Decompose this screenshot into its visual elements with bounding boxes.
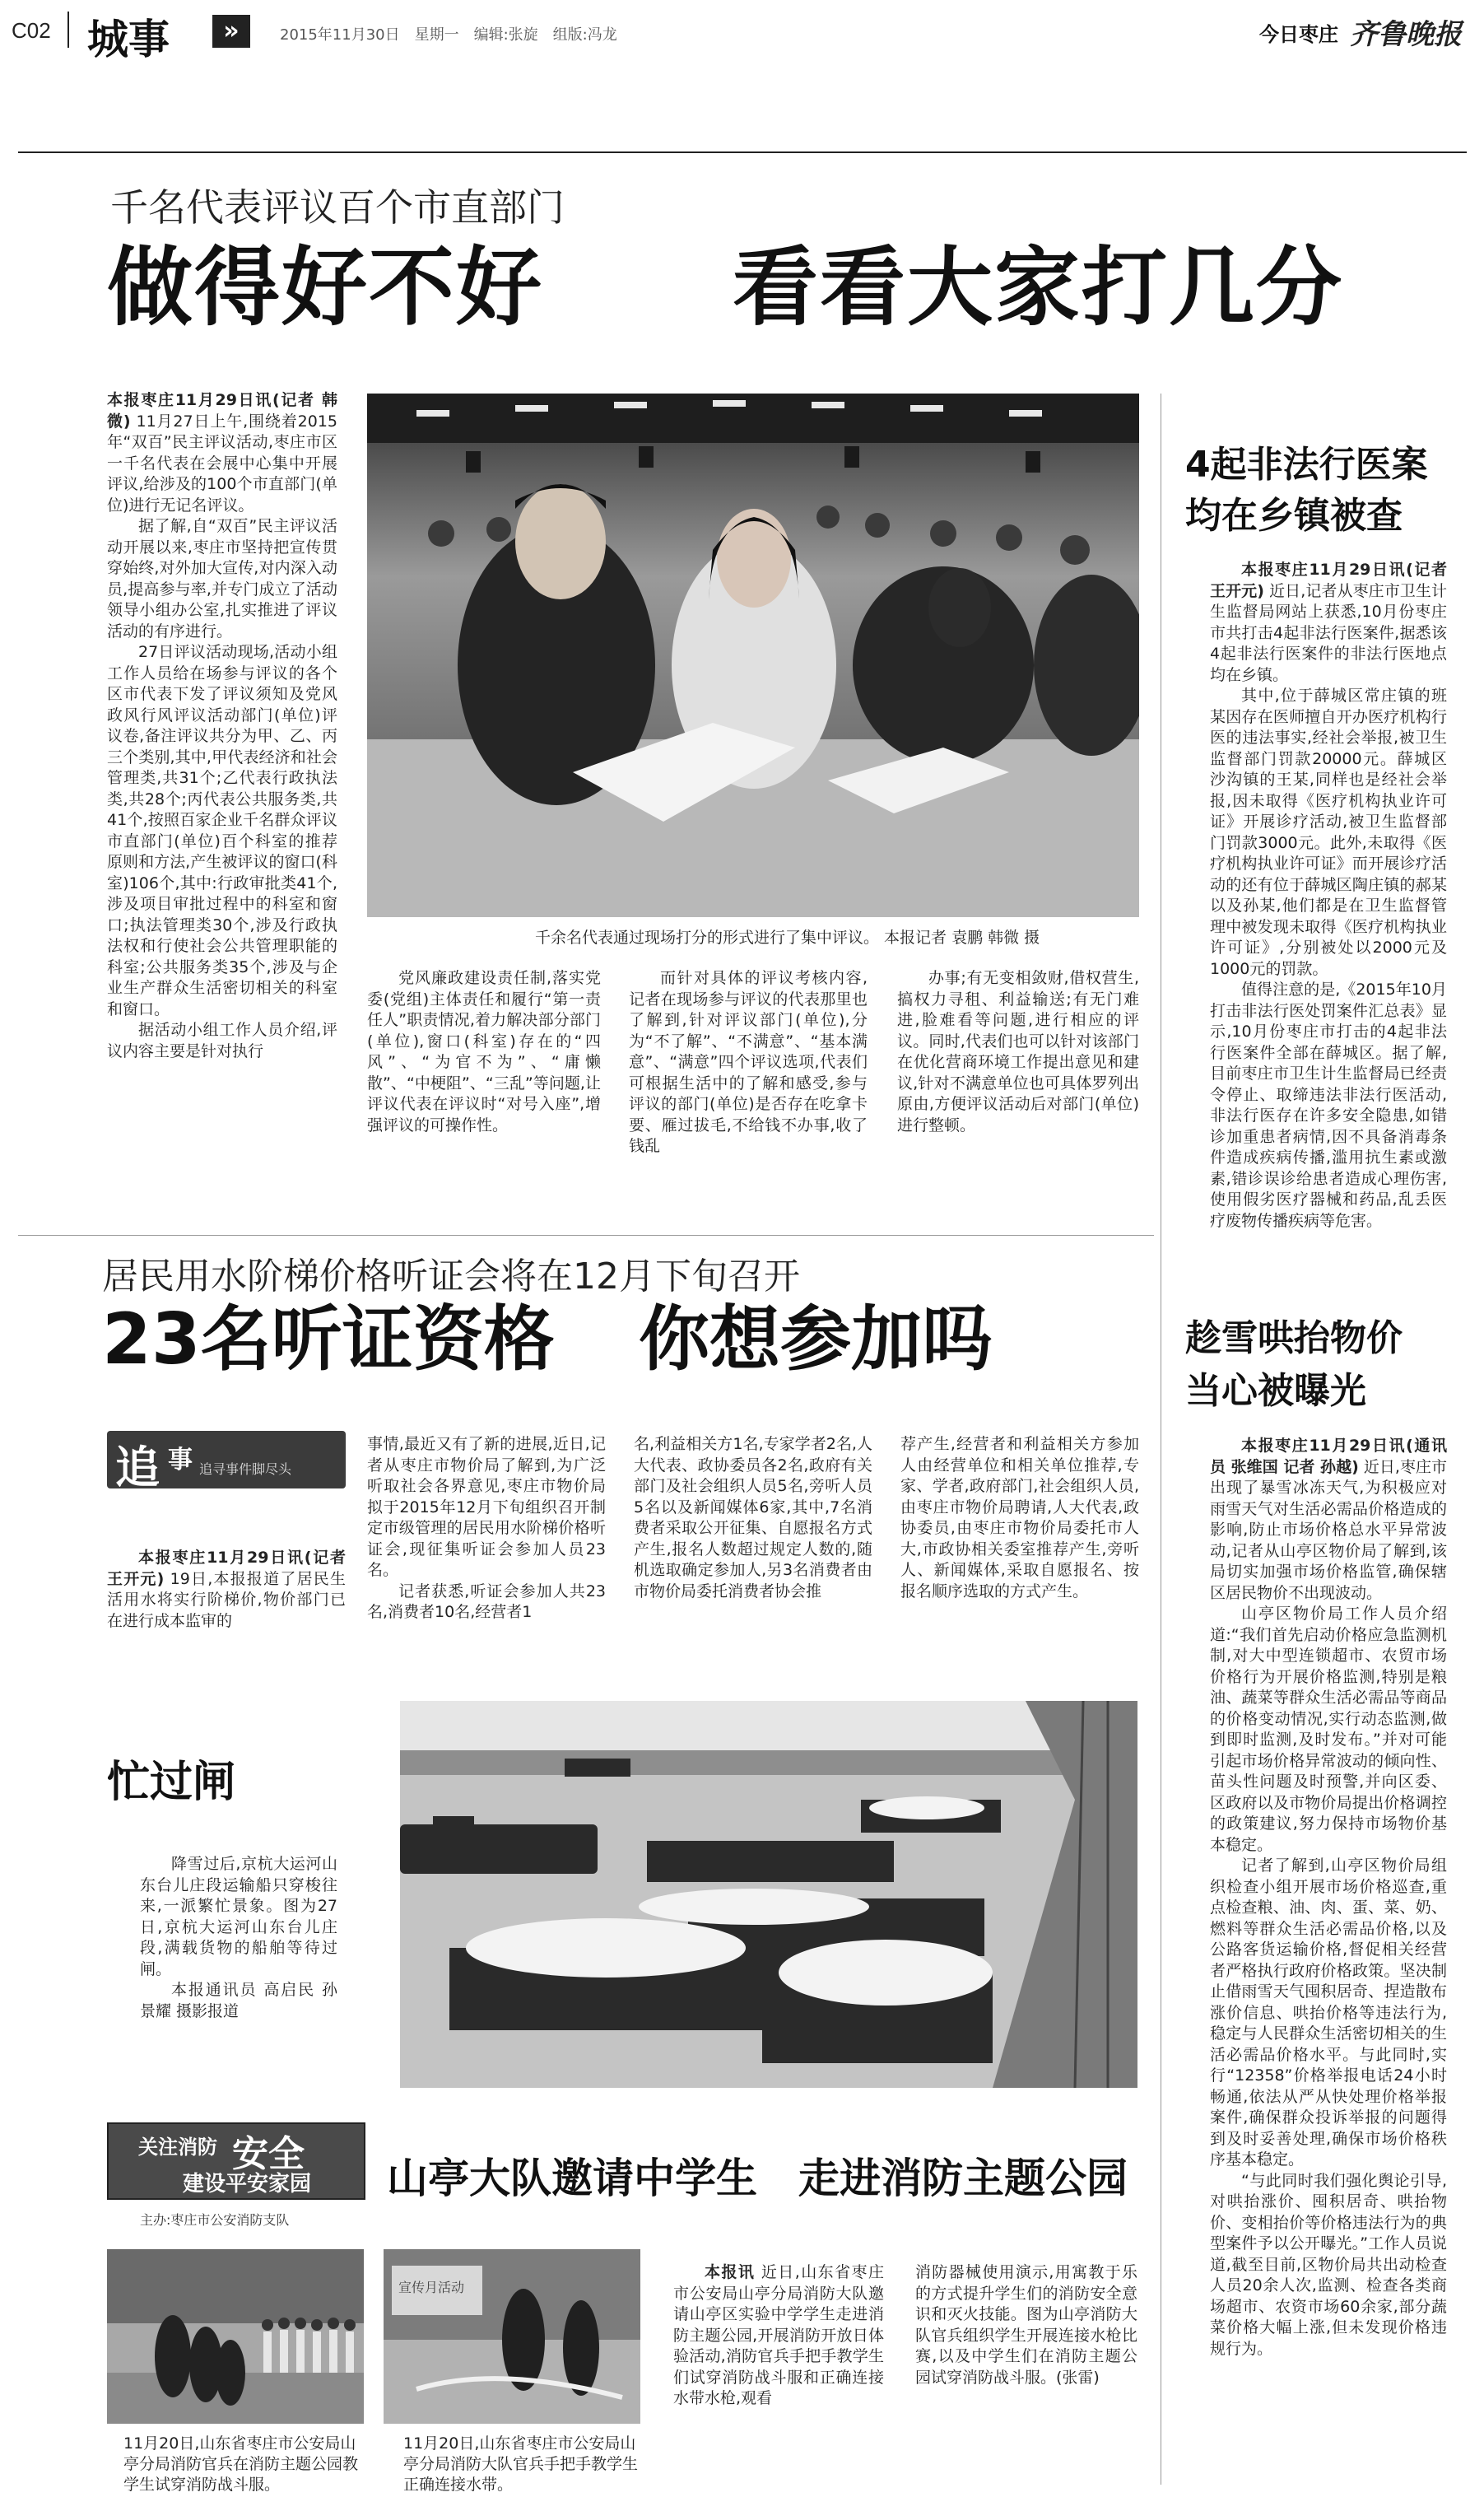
fire-photo-1 <box>107 2249 364 2424</box>
story1-paragraph: 27日评议活动现场,活动小组工作人员给在场参与评议的各个区市代表下发了评议须知及党风政风行风评议活动部门(单位)评议卷,备注评议共分为甲、乙、丙三个类别,其中,甲代表经济和社会管理类,共31个;乙代表行政执法类,共28个;丙代表公共服务类,共41个,按照百家企业千名群众评议市直部门(单位)百个科室的推荐原则和方法,产生被评议的窗口(科室)106个,其中:行政审批类41个,涉及项目审批过程中的科室和窗口;执法管理类30个,涉及行政执法权和行使社会公共管理职能的科室;公共服务类35个,涉及与企业生产群众生活密切相关的科室和窗口。 <box>107 643 337 1018</box>
story1-column-3 <box>629 968 868 1158</box>
story2-paragraph: 19日,本报报道了居民生活用水将实行阶梯价,物价部门已在进行成本监审的 <box>107 1569 347 1630</box>
story5-paragraph: “与此同时我们强化舆论引导,对哄抬涨价、囤积居奇、哄抬物价、变相抬价等价格违法行为的典型案件予以公开曝光。”工作人员说道,截至目前,区物价局共出动检查人员20余人次,监测、检查各类商场超市、农资市场60余家,部分蔬菜价格大幅上涨,但未发现价格违规行为。 <box>1210 2171 1447 2358</box>
story1-meeting-photo <box>367 394 1139 917</box>
fire-banner-sub: 建设平安家园 <box>183 2172 312 2197</box>
section-chevron-icon: » <box>212 15 250 48</box>
story1-column-4 <box>897 968 1139 1136</box>
story1-headline-b: 看看大家打几分 <box>733 237 1344 338</box>
page-code: C02 <box>12 18 51 43</box>
story4-headline <box>1185 440 1428 542</box>
header-divider <box>67 12 69 48</box>
fire-photo-1-caption: 11月20日,山东省枣庄市公安局山亭分局消防官兵在消防主题公园教学生试穿消防战斗服。 <box>123 2434 359 2494</box>
fire-banner-small: 关注消防 <box>138 2136 217 2159</box>
story3-credit: 本报通讯员 高启民 孙景耀 摄影报道 <box>140 1981 337 2020</box>
story2-kicker: 居民用水阶梯价格听证会将在12月下旬召开 <box>102 1256 800 1297</box>
story4-headline-line: 4起非法行医案 <box>1185 444 1428 486</box>
story6-column-2 <box>915 2262 1137 2388</box>
story2-top-rule <box>18 1235 1154 1236</box>
story6-headline: 山亭大队邀请中学生 走进消防主题公园 <box>387 2155 1128 2202</box>
story3-paragraph: 降雪过后,京杭大运河山东台儿庄段运输船只穿梭往来,一派繁忙景象。图为27日,京杭大运河山东台儿庄段,满载货物的船舶等待过闸。 <box>140 1855 337 1978</box>
story2-follow-tag <box>107 1431 346 1493</box>
story1-headline-a: 做得好不好 <box>107 237 544 338</box>
story1-paragraph: 据了解,自“双百”民主评议活动开展以来,枣庄市坚持把宣传贯穿始终,对外加大宣传,对内深入动员,提高参与率,并专门成立了活动领导小组办公室,扎实推进了评议活动的有序进行。 <box>107 517 337 641</box>
follow-tag-mid: 事 <box>168 1446 193 1474</box>
story5-dateline: 本报枣庄11月29日讯(通讯员 张维国 记者 孙越) <box>1210 1437 1447 1476</box>
story5-headline <box>1185 1312 1403 1418</box>
follow-tag-big: 追 <box>115 1441 160 1493</box>
edition-label: 今日枣庄 <box>1259 23 1338 46</box>
story3-body <box>140 1854 337 2022</box>
canal-ships-photo <box>400 1701 1137 2088</box>
story2-column-3 <box>634 1434 872 1602</box>
story1-paragraph: 党风廉政建设责任制,落实党委(党组)主体责任和履行“第一责任人”职责情况,着力解决部分部门(单位),窗口(科室)存在的“四风”、“为官不为”、“庸懒散”、“中梗阻”、“三乱”等问题,让评议代表在评议时“对号入座”,增强评议的可操作性。 <box>367 969 601 1134</box>
story1-paragraph: 据活动小组工作人员介绍,评议内容主要是针对执行 <box>107 1021 337 1060</box>
story2-dateline: 本报枣庄11月29日讯(记者 王开元) <box>107 1549 346 1588</box>
fire-photo-2-sign: 宣传月活动 <box>398 2280 465 2295</box>
story4-headline-line: 均在乡镇被查 <box>1185 495 1403 537</box>
header-rule <box>18 151 1467 153</box>
header-meta: 2015年11月30日 星期一 编辑:张旋 组版:冯龙 <box>280 26 617 44</box>
story2-headline-a: 23名听证资格 <box>102 1298 555 1381</box>
story6-paragraph: 消防器械使用演示,用寓教于乐的方式提升学生们的消防安全意识和灭火技能。图为山亭消防大队官兵组织学生开展连接水枪比赛,以及中学生们在消防主题公园试穿消防战斗服。 <box>915 2263 1137 2387</box>
story5-headline-line: 当心被曝光 <box>1185 1370 1366 1412</box>
story1-column-1 <box>107 390 337 1062</box>
fire-banner-big: 安全 <box>232 2133 305 2175</box>
story5-paragraph: 记者了解到,山亭区物价局组织检查小组开展市场价格巡查,重点检查粮、油、肉、蛋、菜、奶、燃料等群众生活必需品价格,以及公路客货运输价格,督促相关经营者严格执行政府价格政策。坚决制止借雨雪天气囤积居奇、捏造散布涨价信息、哄抬价格等违法行为,稳定与人民群众生活密切相关的生活必需品价格水平。与此同时,实行“12358”价格举报电话24小时畅通,依法从严从快处理价格举报案件,确保群众投诉举报的问题得到及时妥善处理,确保市场价格秩序基本稳定。 <box>1210 1856 1447 2169</box>
story1-dateline: 本报枣庄11月29日讯(记者 韩微) <box>107 391 337 431</box>
story2-paragraph: 事情,最近又有了新的进展,近日,记者从枣庄市物价局了解到,为广泛听取社会各界意见,枣庄市物价局拟于2015年12月下旬组织召开制定市级管理的居民用水阶梯价格听证会,现征集听证会参加人员23名。 <box>367 1435 606 1579</box>
story1-paragraph: 办事;有无变相敛财,借权营生,搞权力寻租、利益输送;有无门难进,脸难看等问题,进行相应的评议。同时,代表们也可以针对该部门在优化营商环境工作提出意见和建议,针对不满意单位也可具体罗列出原由,方便评议活动后对部门(单位)进行整顿。 <box>897 969 1139 1134</box>
fire-banner-sponsor: 主办:枣庄市公安消防支队 <box>140 2212 290 2228</box>
section-title: 城事 <box>87 15 170 63</box>
story5-paragraph: 山亭区物价局工作人员介绍道:“我们首先启动价格应急监测机制,对大中型连锁超市、农贸市场价格行为开展价格监测,特别是粮油、蔬菜等群众生活必需品等商品的价格变动情况,实行动态监测,做到即时监测,及时发布。”并对可能引起市场价格异常波动的倾向性、苗头性问题及时预警,并向区委、区政府以及市物价局提出价格调控的政策建议,努力保持市场物价基本稳定。 <box>1210 1605 1447 1854</box>
story5-headline-line: 趁雪哄抬物价 <box>1185 1317 1403 1359</box>
story1-column-2 <box>367 968 601 1136</box>
story2-paragraph: 记者获悉,听证会参加人共23名,消费者10名,经营者1 <box>367 1582 606 1621</box>
story1-paragraph: 11月27日上午,围绕着2015年“双百”民主评议活动,枣庄市区一千名代表在会展中心集中开展评议,给涉及的100个市直部门(单位)进行无记名评议。 <box>107 412 337 515</box>
story2-column-2 <box>367 1434 606 1624</box>
story2-headline-b: 你想参加吗 <box>639 1298 993 1381</box>
story2-column-1 <box>107 1548 346 1632</box>
story1-paragraph: 而针对具体的评议考核内容,记者在现场参与评议的代表那里也了解到,针对评议部门(单位),分为“不了解”、“不满意”、“基本满意”、“满意”四个评议选项,代表们可根据生活中的了解和感受,参与评议的部门(单位)是否存在吃拿卡要、雁过拔毛,不给钱不办事,收了钱乱 <box>629 969 868 1155</box>
follow-tag-small: 追寻事件脚尽头 <box>199 1461 292 1477</box>
fire-safety-banner <box>107 2122 365 2200</box>
story4-paragraph: 值得注意的是,《2015年10月打击非法行医处罚案件汇总表》显示,10月份枣庄市打击的4起非法行医案件全部在薛城区。据了解,目前枣庄市卫生计生监督局已经责令停止、取缔违法非法行医活动,非法行医存在许多安全隐患,如错诊加重患者病情,因不具备消毒条件造成疾病传播,滥用抗生素或激素,错诊误诊给患者造成心理伤害,使用假劣医疗器械和药品,乱丢医疗废物传播疾病等危害。 <box>1210 981 1447 1230</box>
story5-paragraph: 近日,枣庄市出现了暴雪冰冻天气,为积极应对雨雪天气对生活必需品价格造成的影响,防止市场价格总水平异常波动,记者从山亭区物价局了解到,该局切实加强市场价格监管,确保辖区居民物价不出现波动。 <box>1210 1457 1447 1602</box>
story6-dateline: 本报讯 <box>705 2263 756 2281</box>
story2-column-4 <box>900 1434 1139 1602</box>
newspaper-logo: 齐鲁晚报 <box>1350 18 1462 51</box>
story2-paragraph: 名,利益相关方1名,专家学者2名,人大代表、政协委员各2名,政府有关部门及社会组织人员5名,旁听人员5名以及新闻媒体6家,其中,7名消费者采取公开征集、自愿报名方式产生,报名人数超过规定人数的,随机选取确定参加人,另3名消费者由市物价局委托消费者协会推 <box>634 1435 872 1600</box>
fire-photo-2 <box>384 2249 640 2424</box>
story1-photo-caption: 千余名代表通过现场打分的形式进行了集中评议。 本报记者 袁鹏 韩微 摄 <box>535 929 1040 947</box>
story1-kicker: 千名代表评议百个市直部门 <box>110 185 565 230</box>
story5-body <box>1210 1436 1447 2360</box>
story6-column-1 <box>673 2262 884 2410</box>
story2-paragraph: 荐产生,经营者和利益相关方参加人由经营单位和相关单位推荐,专家、学者,政府部门,社会组织人员,由枣庄市物价局聘请,人大代表,政协委员,由枣庄市物价局委托市人大,市政协相关委室推荐产生,旁听人、新闻媒体,采取自愿报名、按报名顺序选取的方式产生。 <box>900 1435 1139 1600</box>
story3-headline: 忙过闸 <box>107 1758 236 1807</box>
story6-paragraph: 近日,山东省枣庄市公安局山亭分局消防大队邀请山亭区实验中学学生走进消防主题公园,开展消防开放日体验活动,消防官兵手把手教学生们试穿消防战斗服和正确连接水带水枪,观看 <box>673 2263 884 2407</box>
story4-paragraph: 近日,记者从枣庄市卫生计生监督局网站上获悉,10月份枣庄市共打击4起非法行医案件,据悉该4起非法行医案件的非法行医地点均在乡镇。 <box>1210 581 1447 684</box>
story4-paragraph: 其中,位于薛城区常庄镇的班某因存在医师擅自开办医疗机构行医的违法事实,经社会举报,被卫生监督部门罚款20000元。薛城区沙沟镇的王某,同样也是经社会举报,因未取得《医疗机构执业许可证》开展诊疗活动,被卫生监督部门罚款3000元。此外,未取得《医疗机构执业许可证》而开展诊疗活动的还有位于薛城区陶庄镇的郝某以及孙某,他们都是在卫生监督管理中被发现未取得《医疗机构执业许可证》,分别被处以2000元及1000元的罚款。 <box>1210 687 1447 978</box>
story4-dateline: 本报枣庄11月29日讯(记者 王开元) <box>1210 561 1447 600</box>
fire-photo-2-caption: 11月20日,山东省枣庄市公安局山亭分局消防大队官兵手把手教学生正确连接水带。 <box>403 2434 639 2494</box>
story6-credit: (张雷) <box>1056 2368 1100 2387</box>
story4-body <box>1210 560 1447 1232</box>
